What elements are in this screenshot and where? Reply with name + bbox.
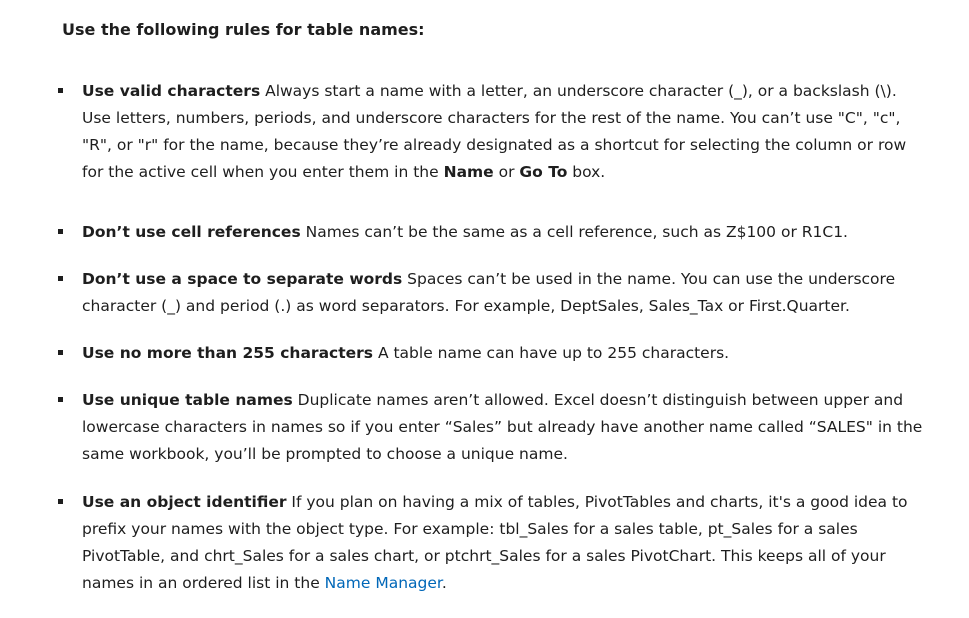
name-manager-link[interactable]: Name Manager <box>324 574 442 592</box>
rule-title: Don’t use cell references <box>82 223 301 241</box>
rule-body-end: . <box>441 574 447 592</box>
rule-body: Spaces can’t be used in the name. You can use the underscore character (_) and period (.) as word separators. For example, DeptSales, Sales_Tax or First.Quarter. <box>82 270 896 315</box>
rule-title: Use an object identifier <box>82 493 287 511</box>
rule-title: Use valid characters <box>82 82 261 100</box>
rule-text <box>82 219 926 246</box>
bullet-marker <box>58 350 63 355</box>
rule-no-cell-references <box>58 219 926 246</box>
rule-valid-characters <box>58 78 926 186</box>
page-heading: Use the following rules for table names: <box>62 20 425 39</box>
rule-text <box>82 78 926 186</box>
rule-title: Use no more than 255 characters <box>82 344 374 362</box>
rule-text <box>82 340 926 367</box>
bullet-marker <box>58 499 63 504</box>
bullet-marker <box>58 88 63 93</box>
rule-no-spaces <box>58 266 926 320</box>
rule-body: A table name can have up to 255 characters. <box>373 344 730 362</box>
rule-text <box>82 266 926 320</box>
bullet-marker <box>58 276 63 281</box>
rule-body: Names can’t be the same as a cell reference, such as Z$100 or R1C1. <box>300 223 848 241</box>
rule-object-identifier <box>58 489 926 597</box>
rule-body: Duplicate names aren’t allowed. Excel doesn’t distinguish between upper and lowercase characters in names so if you enter “Sales” but already have another name called “SALES" in the same workbook, you’ll be prompted to choose a unique name. <box>82 391 923 463</box>
rule-body: If you plan on having a mix of tables, PivotTables and charts, it's a good idea to prefix your names with the object type. For example: tbl_Sales for a sales table, pt_Sales for a sales PivotTable, and chrt_Sales for a sales chart, or ptchrt_Sales for a sales PivotChart. This keeps all of your names in an ordered list in the <box>82 493 908 592</box>
bullet-marker <box>58 229 63 234</box>
rule-text <box>82 489 926 597</box>
rule-body: Always start a name with a letter, an underscore character (_), or a backslash (\). Use letters, numbers, periods, and underscore characters for the rest of the name. You can’t use "C", "c", "R", or "r" for the name, because they’re already designated as a shortcut for selecting the column or row for the active cell when you enter them in the <box>82 82 907 181</box>
rule-title: Don’t use a space to separate words <box>82 270 403 288</box>
rule-max-length <box>58 340 926 367</box>
name-box-term: Name <box>443 163 494 181</box>
go-to-box-term: Go To <box>519 163 568 181</box>
bullet-marker <box>58 397 63 402</box>
rule-title: Use unique table names <box>82 391 293 409</box>
rule-body-connector: or <box>493 163 520 181</box>
rule-body-end: box. <box>567 163 606 181</box>
rule-unique-names <box>58 387 926 468</box>
rule-text <box>82 387 926 468</box>
